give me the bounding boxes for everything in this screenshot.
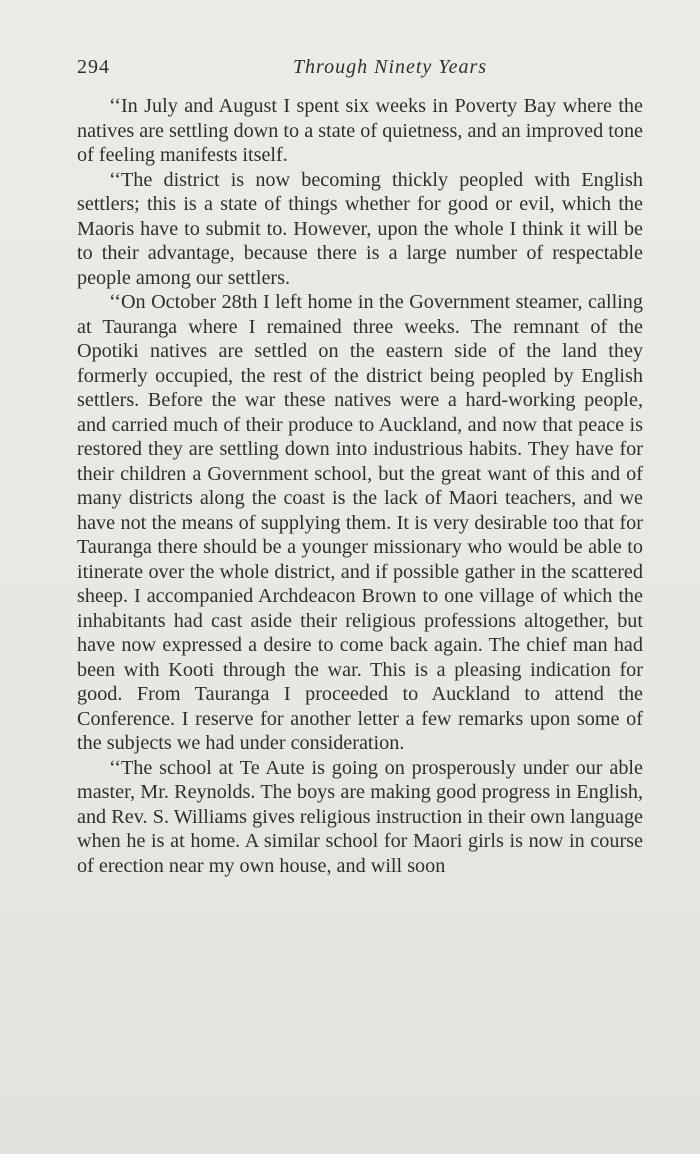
paragraph-poverty-bay: ‘‘In July and August I spent six weeks in Poverty Bay where the natives are settling down to a state of quietness, and an improved tone of feeling manifests itself.: [77, 95, 643, 166]
page-header: [77, 56, 643, 86]
running-title: Through Ninety Years: [292, 56, 488, 78]
paragraph-english-settlers: ‘‘The district is now becoming thickly peopled with English settlers; this is a state of things whether for good or evil, which the Maoris have to submit to. However, upon the whole I think it will be to their advantage, because there is a large number of respectable people among our settlers.: [77, 168, 643, 289]
body-text: [77, 94, 643, 878]
paragraph-tauranga-journey: ‘‘On October 28th I left home in the Government steamer, calling at Tauranga where I remained three weeks. The remnant of the Opotiki natives are settled on the eastern side of the land they formerly occupied, the rest of the district being peopled by English settlers. Before the war these natives were a hard-working people, and carried much of their produce to Auckland, and now that peace is restored they are settling down into industrious habits. They have for their children a Government school, but the great want of this and of many districts along the coast is the lack of Maori teachers, and we have not the means of supplying them. It is very desirable too that for Tauranga there should be a younger missionary who would be able to itinerate over the whole district, and if possible gather in the scattered sheep. I accompanied Archdeacon Brown to one village of which the inhabitants had cast aside their religious professions altogether, but have now expressed a desire to come back again. The chief man had been with Kooti through the war. This is a pleasing indication for good. From Tauranga I proceeded to Auckland to attend the Conference. I reserve for another letter a few remarks upon some of the subjects we had under consideration.: [77, 291, 643, 754]
page-number: 294: [77, 56, 110, 78]
paragraph-te-aute-school: ‘‘The school at Te Aute is going on prosperously under our able master, Mr. Reynolds. The boys are making good progress in English, and Rev. S. Williams gives religious instruction in their own language when he is at home. A similar school for Maori girls is now in course of erection near my own house, and will soon: [77, 756, 643, 877]
